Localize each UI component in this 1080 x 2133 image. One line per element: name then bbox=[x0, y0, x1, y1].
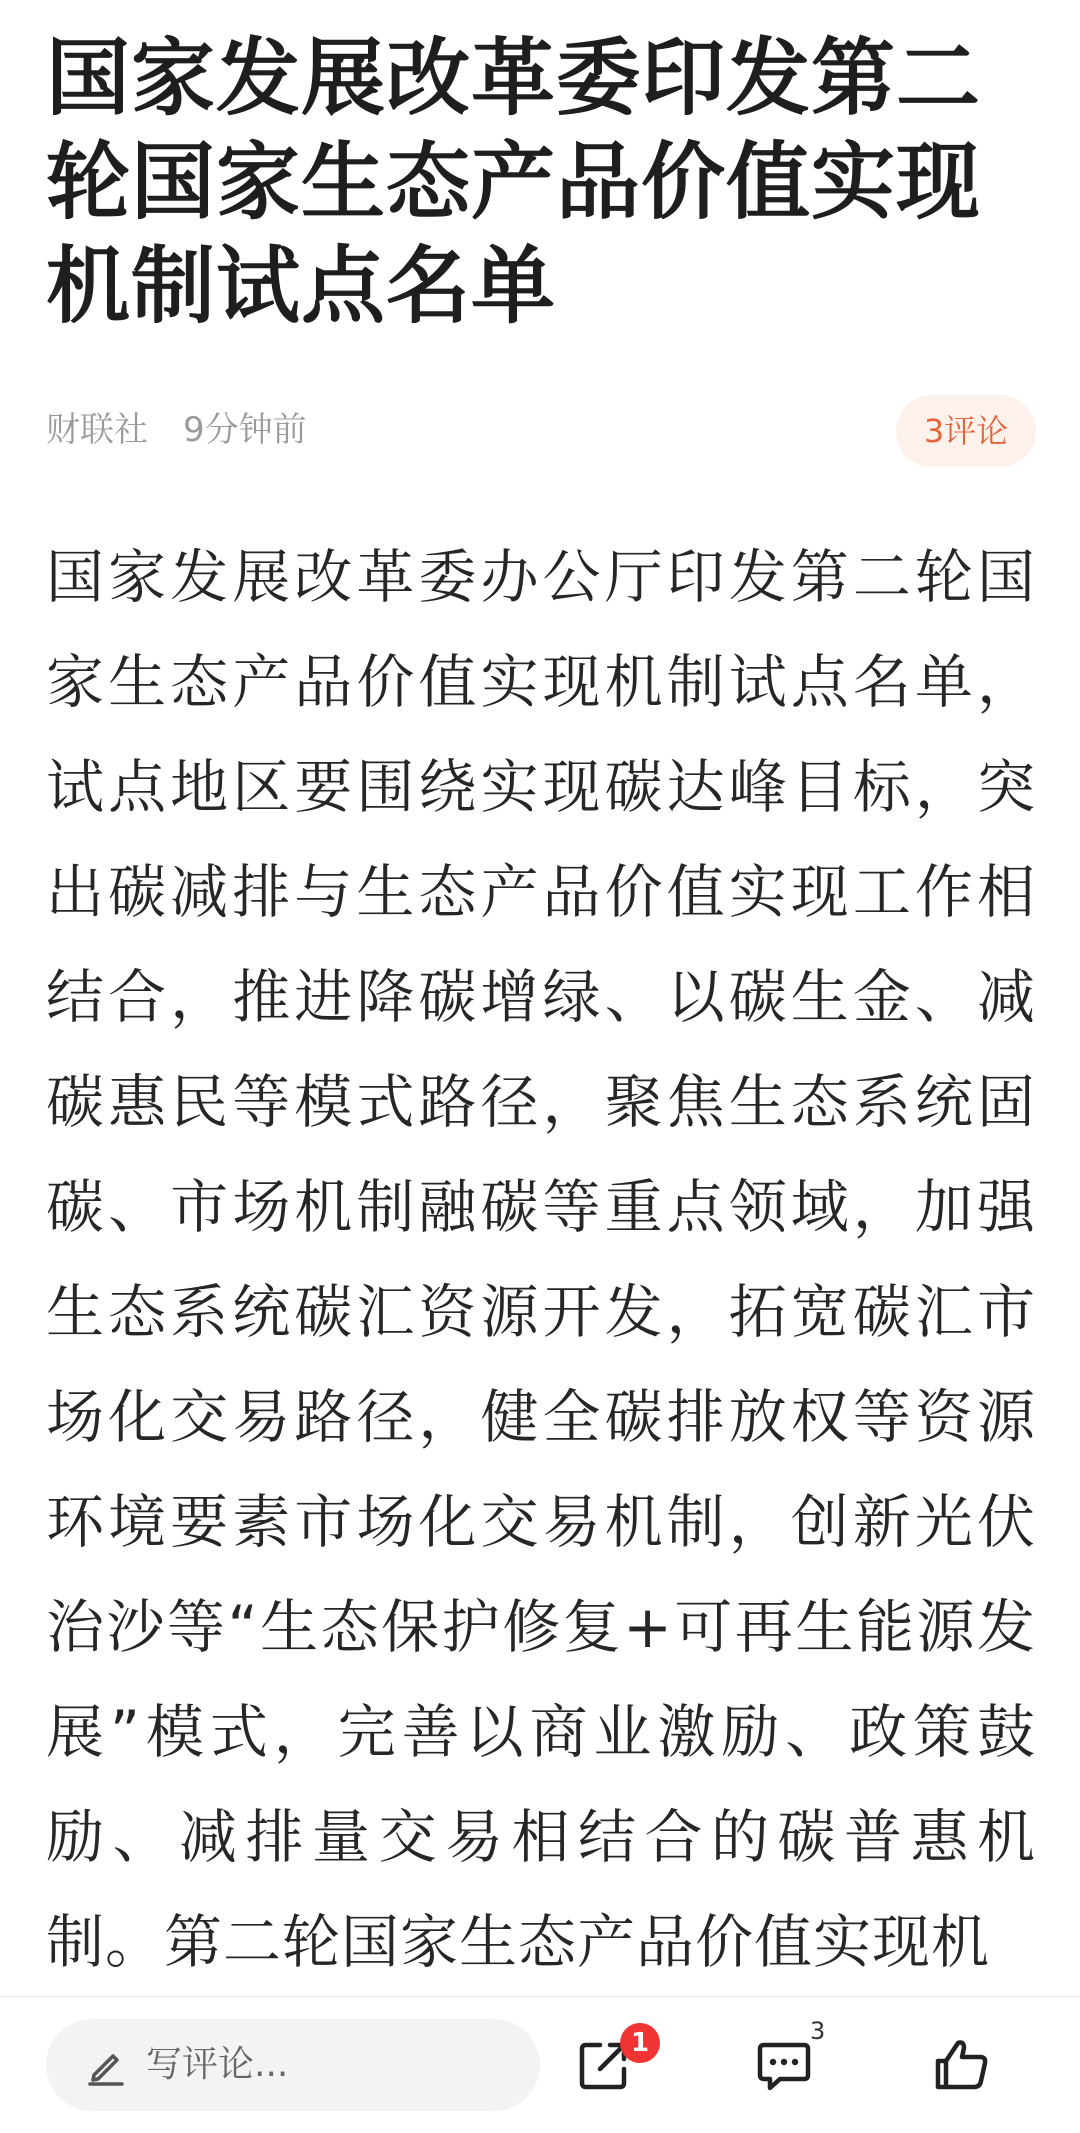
comment-placeholder: 写评论... bbox=[146, 2044, 289, 2085]
thumbs-up-icon bbox=[932, 2035, 992, 2095]
write-comment-input[interactable] bbox=[46, 2019, 540, 2111]
share-button[interactable] bbox=[556, 2017, 652, 2113]
bottom-action-bar bbox=[0, 1996, 1080, 2133]
article-title: 国家发展改革委印发第二轮国家生态产品价值实现机制试点名单 bbox=[46, 29, 982, 335]
comment-count: 3 bbox=[810, 2017, 826, 2045]
article-body: 国家发展改革委办公厅印发第二轮国家生态产品价值实现机制试点名单，试点地区要围绕实现碳达峰目标，突出碳减排与生态产品价值实现工作相结合，推进降碳增绿、以碳生金、减碳惠民等模式路径，聚焦生态系统固碳、市场机制融碳等重点领域，加强生态系统碳汇资源开发，拓宽碳汇市场化交易路径，健全碳排放权等资源环境要素市场化交易机制，创新光伏治沙等“生态保护修复+可再生能源发展”模式，完善以商业激励、政策鼓励、减排量交易相结合的碳普惠机制。第二轮国家生态产品价值实现机 bbox=[46, 543, 1036, 1976]
article-time: 9分钟前 bbox=[183, 410, 307, 450]
article bbox=[46, 0, 1036, 1976]
share-badge: 1 bbox=[620, 2023, 660, 2063]
article-source[interactable]: 财联社 bbox=[46, 410, 148, 450]
article-meta bbox=[46, 390, 1036, 470]
pencil-icon bbox=[82, 2041, 130, 2089]
comments-count-button[interactable]: 3评论 bbox=[896, 395, 1036, 467]
like-button[interactable] bbox=[914, 2017, 1010, 2113]
comment-icon bbox=[754, 2035, 814, 2095]
comments-button[interactable] bbox=[736, 2017, 832, 2113]
